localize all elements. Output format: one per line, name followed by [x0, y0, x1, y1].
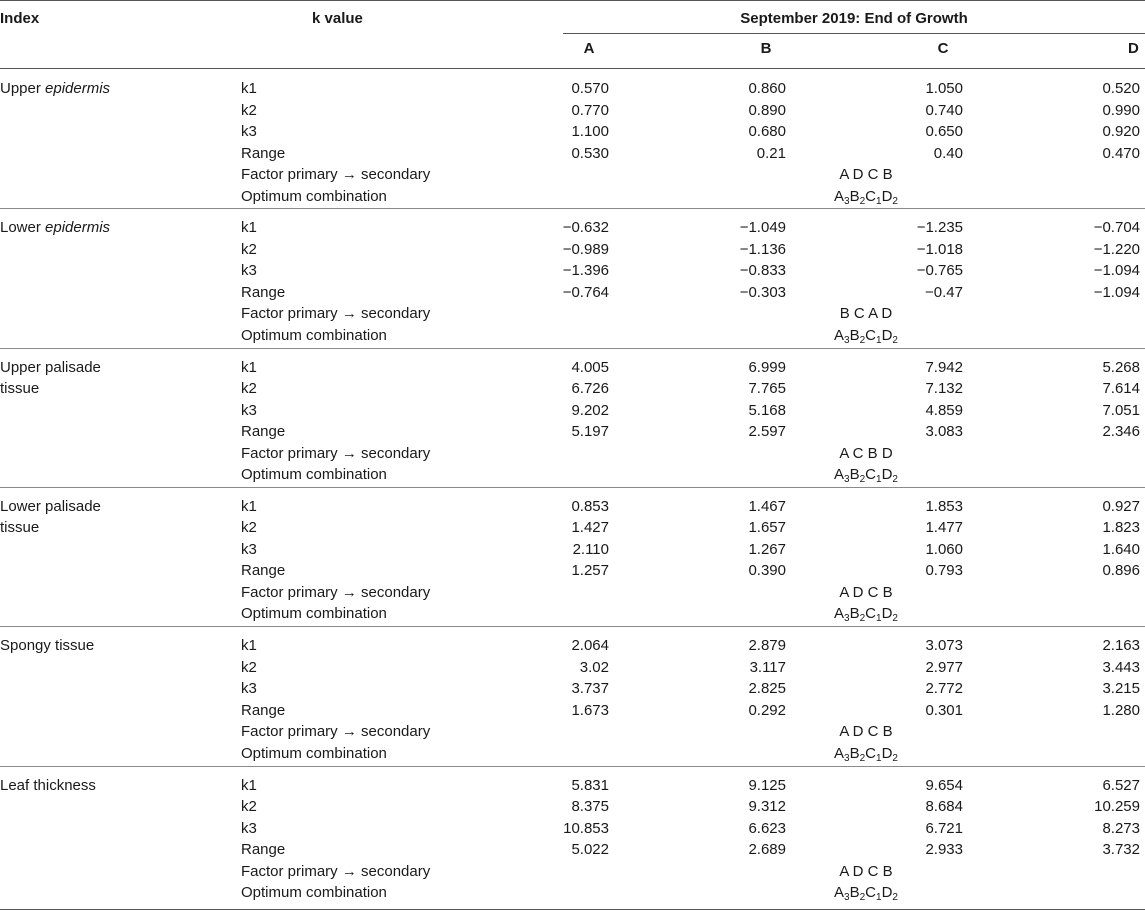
row-label: k2 [241, 380, 257, 398]
optimum-factor: A [834, 326, 845, 344]
value-cell: 6.527 [1102, 776, 1140, 794]
group-index-label [0, 78, 110, 100]
optimum-level: 2 [859, 474, 866, 486]
factor-order-label: Factor primary → secondary [241, 305, 431, 323]
group-index-label [0, 635, 94, 657]
row-label: k1 [241, 637, 257, 655]
group-divider [0, 626, 1145, 627]
value-cell: −1.094 [1093, 283, 1140, 301]
value-cell: 0.853 [571, 497, 609, 515]
optimum-level: 3 [844, 195, 850, 207]
factor-order-label: Factor primary → secondary [241, 723, 431, 741]
factor-order-label: Factor primary → secondary [241, 444, 431, 462]
value-cell: 5.168 [748, 401, 786, 419]
value-cell: 5.197 [571, 423, 609, 441]
optimum-level: 2 [859, 752, 866, 764]
optimum-factor: C [865, 466, 877, 484]
optimum-level: 3 [844, 474, 850, 486]
value-cell: −0.765 [916, 262, 963, 280]
optimum-level: 3 [844, 613, 850, 625]
value-cell: 0.470 [1102, 144, 1140, 162]
optimum-label: Optimum combination [241, 884, 387, 901]
value-cell: 0.927 [1102, 497, 1140, 515]
value-cell: 3.215 [1102, 680, 1140, 698]
row-label: k3 [241, 123, 257, 140]
value-cell: −0.764 [562, 283, 609, 301]
optimum-factor: B [849, 744, 860, 762]
row-label: k3 [241, 819, 257, 837]
row-label: k2 [241, 101, 257, 119]
value-cell: 1.477 [925, 519, 963, 537]
group-divider [0, 208, 1145, 209]
table-bottom-rule [0, 909, 1145, 910]
value-cell: 2.163 [1102, 637, 1140, 655]
optimum-factor: D [881, 884, 893, 901]
value-cell: 5.831 [571, 776, 609, 794]
group-index-text: Lower palisade [0, 497, 101, 515]
value-cell: 2.933 [925, 841, 963, 858]
optimum-factor: D [881, 187, 893, 205]
value-cell: 0.390 [748, 562, 786, 580]
row-label: k2 [241, 519, 257, 537]
optimum-level: 2 [892, 195, 898, 207]
group-index-text: epidermis [45, 80, 111, 97]
value-cell: 1.853 [925, 497, 963, 515]
value-cell: 0.680 [748, 123, 786, 140]
value-cell: −0.989 [562, 240, 609, 258]
optimum-factor: D [881, 326, 893, 344]
value-cell: 2.110 [572, 540, 609, 558]
group-index-text: Upper [0, 80, 46, 97]
optimum-factor: D [881, 466, 893, 484]
row-label: k1 [241, 497, 257, 515]
factor-order-value: B C A D [839, 305, 893, 323]
row-label: k3 [241, 540, 257, 558]
value-cell: 3.443 [1102, 658, 1140, 676]
value-cell: 3.117 [749, 658, 786, 676]
value-cell: 0.740 [925, 101, 963, 119]
table-top-rule [0, 0, 1145, 1]
value-cell: 7.942 [925, 358, 963, 376]
header-bottom-rule [0, 68, 1145, 69]
factor-order-value: A D C B [839, 862, 893, 880]
value-cell: 6.623 [748, 819, 786, 837]
value-cell: 0.530 [571, 144, 609, 162]
header-factor-a: A [583, 40, 595, 57]
value-cell: 3.732 [1102, 841, 1140, 858]
value-cell: 0.896 [1102, 562, 1140, 580]
optimum-factor: C [865, 884, 877, 901]
value-cell: 1.100 [571, 123, 609, 140]
optimum-level: 3 [844, 334, 850, 346]
optimum-level: 1 [876, 892, 882, 903]
value-cell: 7.132 [925, 380, 963, 398]
value-cell: 3.083 [925, 423, 963, 441]
header-factor-b: B [760, 40, 772, 57]
value-cell: 6.726 [571, 380, 609, 398]
value-cell: 1.657 [748, 519, 786, 537]
value-cell: 6.721 [925, 819, 963, 837]
optimum-factor: A [834, 884, 845, 901]
value-cell: 0.770 [571, 101, 609, 119]
row-label: Range [241, 562, 286, 580]
optimum-level: 2 [859, 613, 866, 625]
header-period: September 2019: End of Growth [740, 10, 968, 27]
row-label: Range [241, 701, 286, 719]
value-cell: −0.632 [562, 219, 609, 237]
value-cell: 1.050 [925, 80, 963, 97]
value-cell: −1.220 [1093, 240, 1140, 258]
value-cell: 9.312 [748, 798, 786, 815]
factor-order-value: A D C B [839, 166, 893, 183]
group-index-label [0, 217, 110, 239]
optimum-level: 1 [876, 334, 882, 346]
row-label: Range [241, 283, 286, 301]
optimum-level: 2 [859, 892, 866, 903]
row-label: k1 [241, 80, 257, 97]
value-cell: 1.060 [925, 540, 963, 558]
value-cell: 7.765 [748, 380, 786, 398]
value-cell: 0.520 [1102, 80, 1140, 97]
optimum-factor: A [834, 744, 845, 762]
optimum-factor: B [849, 187, 860, 205]
value-cell: 3.737 [571, 680, 609, 698]
group-index-text: Leaf thickness [0, 776, 96, 794]
optimum-factor: C [865, 744, 877, 762]
value-cell: −0.47 [925, 283, 963, 301]
value-cell: 3.02 [579, 658, 609, 676]
factor-order-label: Factor primary → secondary [241, 166, 431, 183]
optimum-value [716, 464, 1016, 485]
value-cell: 0.40 [933, 144, 963, 162]
optimum-label: Optimum combination [241, 187, 387, 205]
value-cell: 1.673 [571, 701, 609, 719]
optimum-value [716, 603, 1016, 624]
value-cell: 1.257 [571, 562, 609, 580]
value-cell: 0.920 [1102, 123, 1140, 140]
optimum-level: 1 [876, 474, 882, 486]
group-index-label [0, 357, 101, 400]
group-index-label [0, 496, 101, 539]
value-cell: 1.267 [748, 540, 786, 558]
optimum-level: 1 [876, 613, 882, 625]
factor-order-value: A D C B [839, 583, 893, 601]
value-cell: 4.005 [571, 358, 609, 376]
value-cell: −1.094 [1093, 262, 1140, 280]
optimum-level: 3 [844, 752, 850, 764]
value-cell: −1.136 [739, 240, 786, 258]
factor-order-value: A D C B [839, 723, 893, 741]
value-cell: 9.654 [925, 776, 963, 794]
value-cell: 7.614 [1102, 380, 1140, 398]
value-cell: 7.051 [1102, 401, 1140, 419]
value-cell: 1.640 [1102, 540, 1140, 558]
optimum-factor: B [849, 605, 860, 623]
value-cell: 6.999 [748, 358, 786, 376]
value-cell: 1.823 [1102, 519, 1140, 537]
header-sub-rule [563, 33, 1145, 34]
value-cell: 2.346 [1102, 423, 1140, 441]
header-index: Index [0, 10, 40, 27]
optimum-value [716, 882, 1016, 903]
row-label: k1 [241, 358, 257, 376]
value-cell: 1.467 [748, 497, 786, 515]
optimum-value [716, 743, 1016, 764]
value-cell: 0.860 [748, 80, 786, 97]
value-cell: 5.268 [1102, 358, 1140, 376]
value-cell: 0.990 [1102, 101, 1140, 119]
optimum-label: Optimum combination [241, 744, 387, 762]
row-label: k3 [241, 262, 257, 280]
group-index-text: epidermis [45, 219, 111, 237]
optimum-factor: C [865, 605, 877, 623]
value-cell: 8.375 [571, 798, 609, 815]
value-cell: 2.064 [571, 637, 609, 655]
optimum-factor: A [834, 466, 845, 484]
row-label: k1 [241, 776, 257, 794]
group-divider [0, 348, 1145, 349]
optimum-factor: B [849, 884, 860, 901]
optimum-level: 1 [876, 752, 882, 764]
optimum-level: 3 [844, 892, 850, 903]
group-index-text: Lower [0, 219, 46, 237]
optimum-factor: B [849, 466, 860, 484]
value-cell: 4.859 [925, 401, 963, 419]
header-k-value: k value [312, 10, 363, 27]
value-cell: −0.303 [739, 283, 786, 301]
optimum-factor: B [849, 326, 860, 344]
value-cell: −1.396 [562, 262, 609, 280]
value-cell: 1.427 [571, 519, 609, 537]
factor-order-label: Factor primary → secondary [241, 862, 431, 880]
value-cell: 2.879 [748, 637, 786, 655]
optimum-factor: A [834, 605, 845, 623]
value-cell: 0.650 [925, 123, 963, 140]
value-cell: 10.853 [563, 819, 609, 837]
value-cell: 0.570 [571, 80, 609, 97]
row-label: Range [241, 841, 286, 858]
value-cell: 0.292 [748, 701, 786, 719]
optimum-label: Optimum combination [241, 326, 387, 344]
value-cell: 5.022 [571, 841, 609, 858]
group-index-text: Upper palisade [0, 358, 101, 376]
value-cell: −0.704 [1093, 219, 1140, 237]
group-index-text: tissue [0, 380, 40, 398]
header-factor-c: C [937, 40, 949, 57]
value-cell: −1.018 [916, 240, 963, 258]
value-cell: 0.793 [925, 562, 963, 580]
optimum-level: 2 [859, 334, 866, 346]
value-cell: 2.597 [748, 423, 786, 441]
optimum-level: 2 [892, 334, 898, 346]
value-cell: 2.689 [748, 841, 786, 858]
optimum-value [716, 186, 1016, 207]
row-label: k1 [241, 219, 257, 237]
optimum-factor: D [881, 744, 893, 762]
row-label: Range [241, 423, 286, 441]
group-index-text: tissue [0, 519, 40, 537]
header-factor-d: D [1128, 40, 1139, 57]
row-label: k3 [241, 680, 257, 698]
factor-order-label: Factor primary → secondary [241, 583, 431, 601]
row-label: k2 [241, 240, 257, 258]
value-cell: 2.825 [748, 680, 786, 698]
value-cell: 8.684 [925, 798, 963, 815]
factor-order-value: A C B D [839, 444, 893, 462]
optimum-level: 2 [892, 892, 898, 903]
value-cell: 10.259 [1094, 798, 1140, 815]
value-cell: −1.235 [916, 219, 963, 237]
value-cell: 9.125 [748, 776, 786, 794]
group-divider [0, 487, 1145, 488]
value-cell: −0.833 [739, 262, 786, 280]
group-divider [0, 766, 1145, 767]
value-cell: 0.890 [748, 101, 786, 119]
optimum-factor: C [865, 187, 877, 205]
value-cell: 2.977 [925, 658, 963, 676]
optimum-level: 2 [892, 752, 898, 764]
optimum-factor: D [881, 605, 893, 623]
row-label: Range [241, 144, 286, 162]
value-cell: 2.772 [925, 680, 963, 698]
row-label: k2 [241, 798, 257, 815]
optimum-factor: C [865, 326, 877, 344]
group-index-text: Spongy tissue [0, 637, 95, 655]
optimum-label: Optimum combination [241, 466, 387, 484]
optimum-value [716, 325, 1016, 346]
optimum-factor: A [834, 187, 845, 205]
optimum-level: 2 [892, 474, 898, 486]
group-index-label [0, 775, 96, 797]
row-label: k2 [241, 658, 257, 676]
optimum-level: 2 [859, 195, 866, 207]
row-label: k3 [241, 401, 257, 419]
optimum-level: 1 [876, 195, 882, 207]
optimum-level: 2 [892, 613, 898, 625]
value-cell: 8.273 [1102, 819, 1140, 837]
value-cell: 1.280 [1102, 701, 1140, 719]
value-cell: 9.202 [571, 401, 609, 419]
value-cell: −1.049 [739, 219, 786, 237]
value-cell: 0.301 [925, 701, 963, 719]
optimum-label: Optimum combination [241, 605, 387, 623]
value-cell: 0.21 [756, 144, 786, 162]
value-cell: 3.073 [925, 637, 963, 655]
